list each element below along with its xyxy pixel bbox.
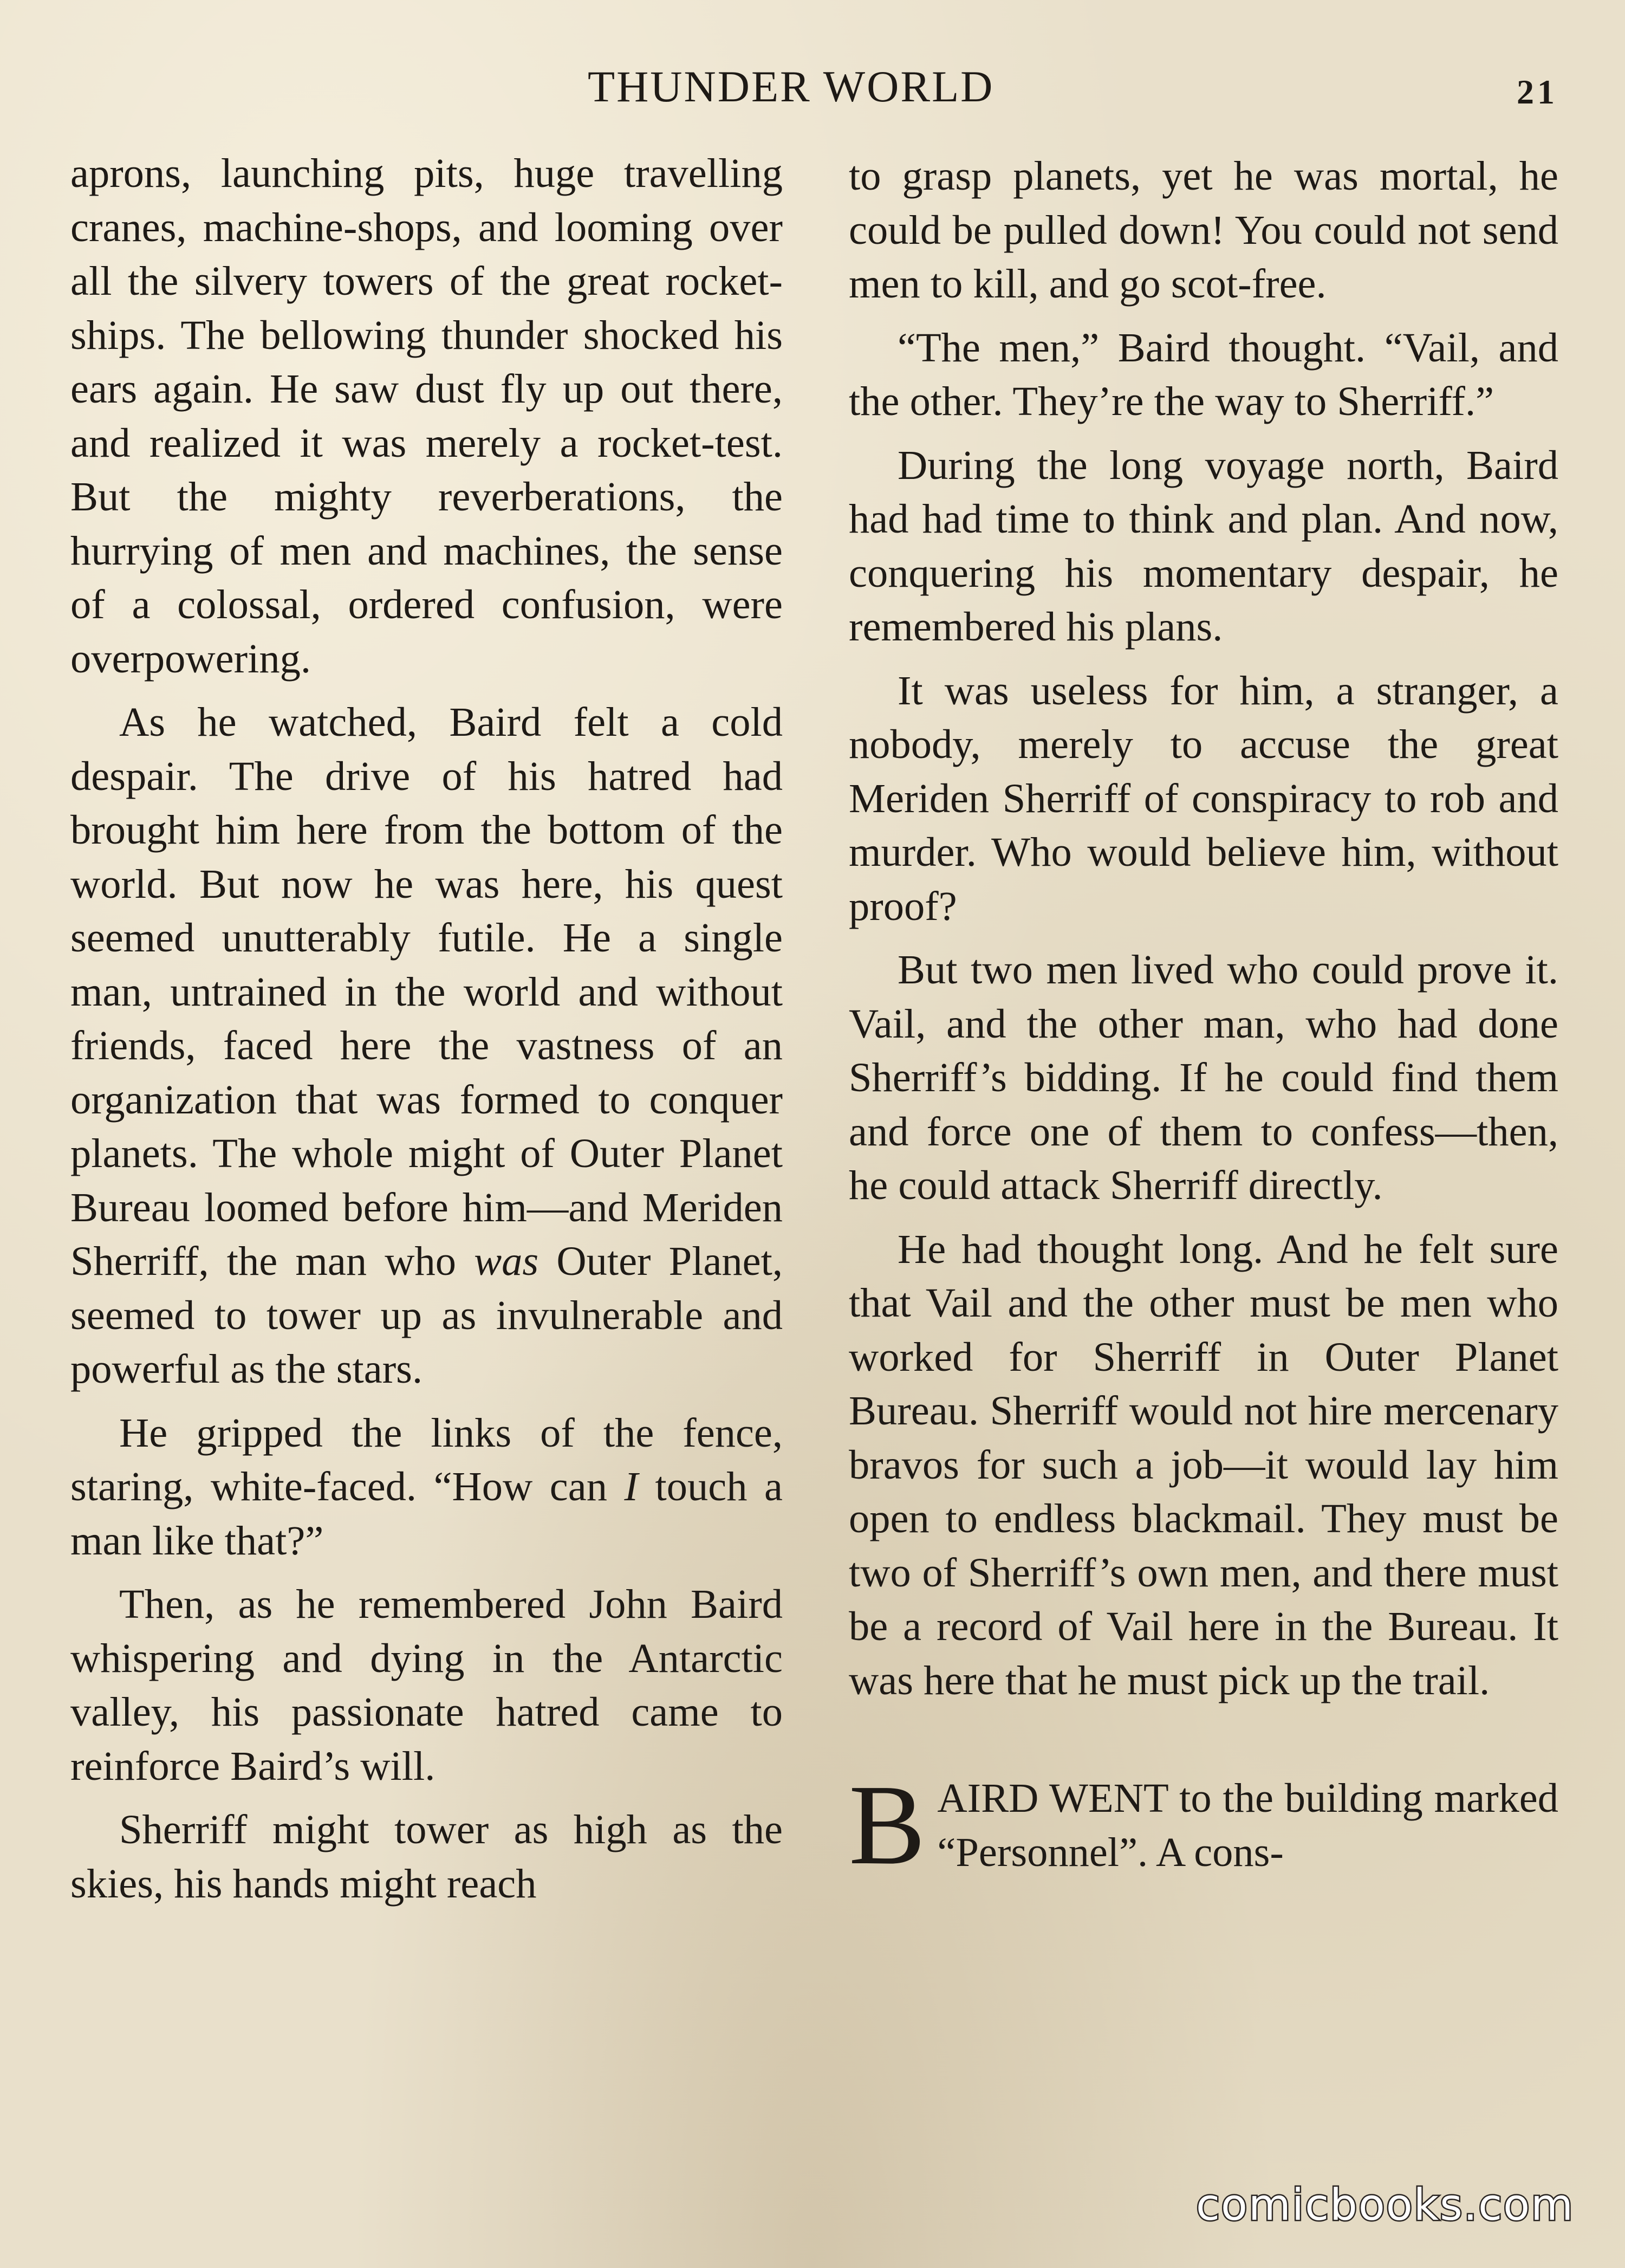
paragraph-text: AIRD WENT to the building marked “Personnel”. A cons-	[937, 1775, 1558, 1875]
watermark-text: comicbooks.com	[1196, 2180, 1575, 2230]
paragraph: During the long voyage north, Baird had had time to think and plan. And now, conquering his momentary despair, he remembered his plans.	[849, 442, 1558, 650]
left-column	[70, 146, 783, 1920]
running-title: THUNDER WORLD	[588, 62, 994, 111]
page-number: 21	[1517, 73, 1558, 111]
paragraph-text: He gripped the links of the fence, staring, white-faced. “How can	[70, 1409, 783, 1509]
paragraph: to grasp planets, yet he was mortal, he could be pulled down! You could not send men to kill, and go scot-free.	[849, 153, 1558, 307]
paragraph-text: Outer Planet, seemed to tower up as invulnerable and powerful as the stars.	[70, 1238, 783, 1392]
running-header	[0, 57, 1625, 116]
right-column	[849, 149, 1558, 1889]
paragraph: “The men,” Baird thought. “Vail, and the other. They’re the way to Sherriff.”	[849, 324, 1558, 424]
paragraph: Sherriff might tower as high as the skies, his hands might reach	[70, 1806, 783, 1907]
paragraph: But two men lived who could prove it. Vail, and the other man, who had done Sherriff’s bidding. If he could find them and force one of them to confess—then, he could attack Sherriff directly.	[849, 947, 1558, 1208]
paragraph: aprons, launching pits, huge travelling cranes, machine-shops, and looming over all the silvery towers of the great rocket-ships. The bellowing thunder shocked his ears again. He saw dust fly up out there, and realized it was merely a rocket-test. But the mighty reverberations, the hurrying of men and machines, the sense of a colossal, ordered confusion, were overpowering.	[70, 150, 783, 682]
paragraph-text: touch a man like that?”	[70, 1463, 783, 1564]
section-opening-paragraph	[849, 1761, 1558, 1888]
paragraph	[70, 695, 783, 1396]
drop-cap: B	[849, 1761, 926, 1888]
paragraph-text: As he watched, Baird felt a cold despair. The drive of his hatred had brought him here from the bottom of the world. But now he was here, his quest seemed unutterably futile. He a single man, untrained in the world and without friends, faced here the vastness of an organization that was formed to conquer planets. The whole might of Outer Planet Bureau loomed before him—and Meriden Sherriff, the man who	[70, 699, 783, 1284]
paragraph	[70, 1406, 783, 1568]
paragraph: It was useless for him, a stranger, a nobody, merely to accuse the great Meriden Sherriff of conspiracy to rob and murder. Who would believe him, without proof?	[849, 667, 1558, 929]
emphasis-text: was	[474, 1238, 539, 1284]
paragraph: He had thought long. And he felt sure that Vail and the other must be men who worked for Sherriff in Outer Planet Bureau. Sherriff would not hire mercenary bravos for such a job—it would lay him open to endless blackmail. They must be two of Sherriff’s own men, and there must be a record of Vail here in the Bureau. It was here that he must pick up the trail.	[849, 1226, 1558, 1703]
emphasis-text: I	[624, 1463, 638, 1509]
paragraph: Then, as he remembered John Baird whispering and dying in the Antarctic valley, his passionate hatred came to reinforce Baird’s will.	[70, 1581, 783, 1789]
